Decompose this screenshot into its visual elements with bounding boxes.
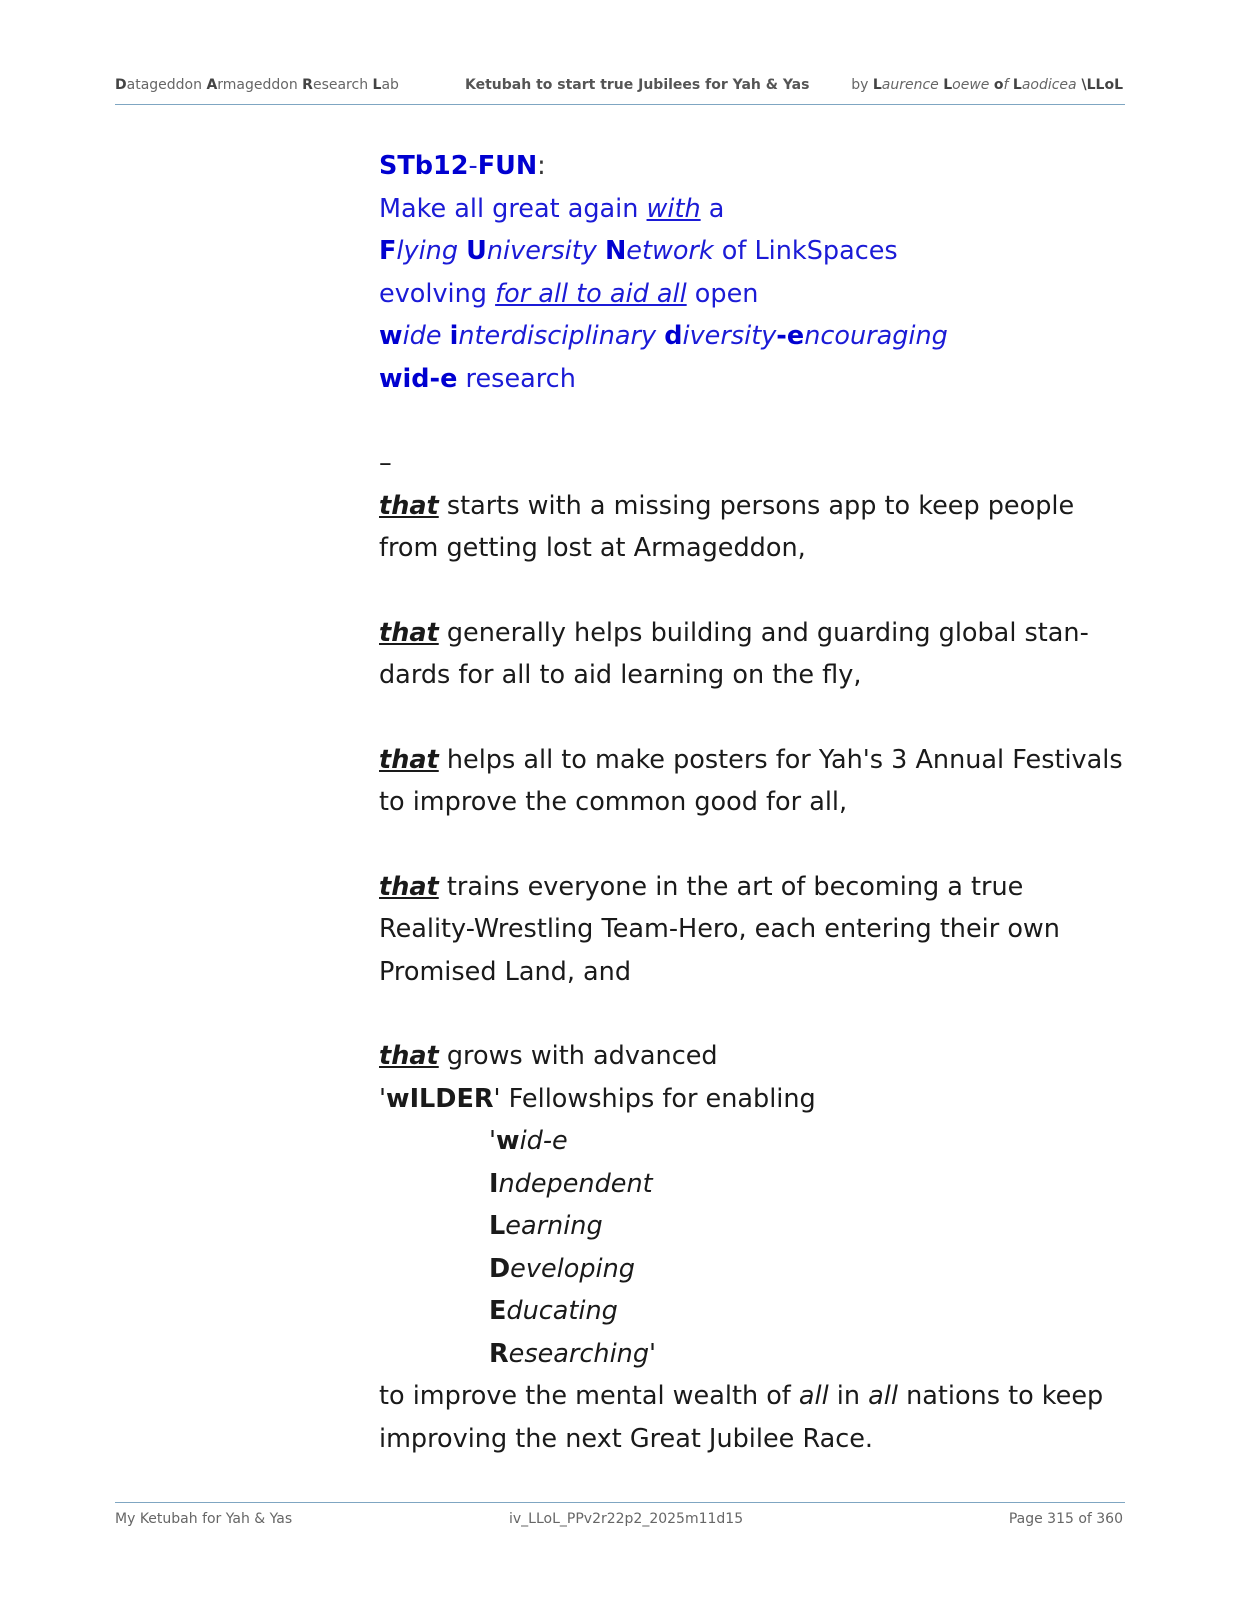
section-title: STb12-FUN: xyxy=(379,151,546,181)
footer-rule xyxy=(115,1502,1125,1503)
header-document-title: Ketubah to start true Jubilees for Yah & Yas xyxy=(465,77,810,93)
acronym-item: Independent xyxy=(489,1168,653,1199)
paragraph-5 xyxy=(379,1035,1124,1460)
header-author: by Laurence Loewe of Laodicea \LLoL xyxy=(851,77,1123,93)
paragraph-3: that helps all to make posters for Yah's 3 Annual Festivals to improve the common good for all, xyxy=(379,744,1123,817)
footer-version: iv_LLoL_PPv2r22p2_2025m11d15 xyxy=(509,1511,744,1527)
acronym-item: 'wid-e xyxy=(489,1126,568,1156)
main-content xyxy=(379,145,1124,1460)
acronym-list xyxy=(379,1120,1124,1375)
paragraph-4: that trains everyone in the art of becoming a true Reality-Wrestling Team-Hero, each entering their own Promised Land, and xyxy=(379,871,1060,987)
paragraph-5-line-1: that grows with advanced xyxy=(379,1041,718,1071)
paragraph-5-closing: to improve the mental wealth of all in all nations to keep improving the next Great Jubilee Race. xyxy=(379,1381,1104,1454)
blue-line-1: Make all great again with a xyxy=(379,193,725,224)
page-footer xyxy=(115,1511,1123,1531)
blue-line-3: evolving for all to aid all open xyxy=(379,278,759,309)
blue-line-4: wide interdisciplinary diversity-encouraging xyxy=(379,321,948,351)
blue-line-2: Flying University Network of LinkSpaces xyxy=(379,236,898,266)
paragraph-5-line-2: 'wILDER' Fellowships for enabling xyxy=(379,1083,816,1114)
acronym-item: Researching' xyxy=(489,1338,657,1369)
header-rule xyxy=(115,104,1125,105)
acronym-item: Developing xyxy=(489,1253,635,1284)
footer-document-name: My Ketubah for Yah & Yas xyxy=(115,1511,293,1527)
page-header xyxy=(115,77,1123,97)
header-lab-name: Datageddon Armageddon Research Lab xyxy=(115,77,399,93)
acronym-item: Educating xyxy=(489,1296,618,1326)
acronym-item: Learning xyxy=(489,1211,603,1241)
paragraph-2: that generally helps building and guarding global stan-dards for all to aid learning on the fly, xyxy=(379,617,1089,690)
paragraph-1: that starts with a missing persons app to keep people from getting lost at Armageddon, xyxy=(379,490,1075,563)
dash-separator: – xyxy=(379,448,392,478)
footer-page-number: Page 315 of 360 xyxy=(1008,1511,1123,1527)
blue-line-5: wid-e research xyxy=(379,363,576,394)
